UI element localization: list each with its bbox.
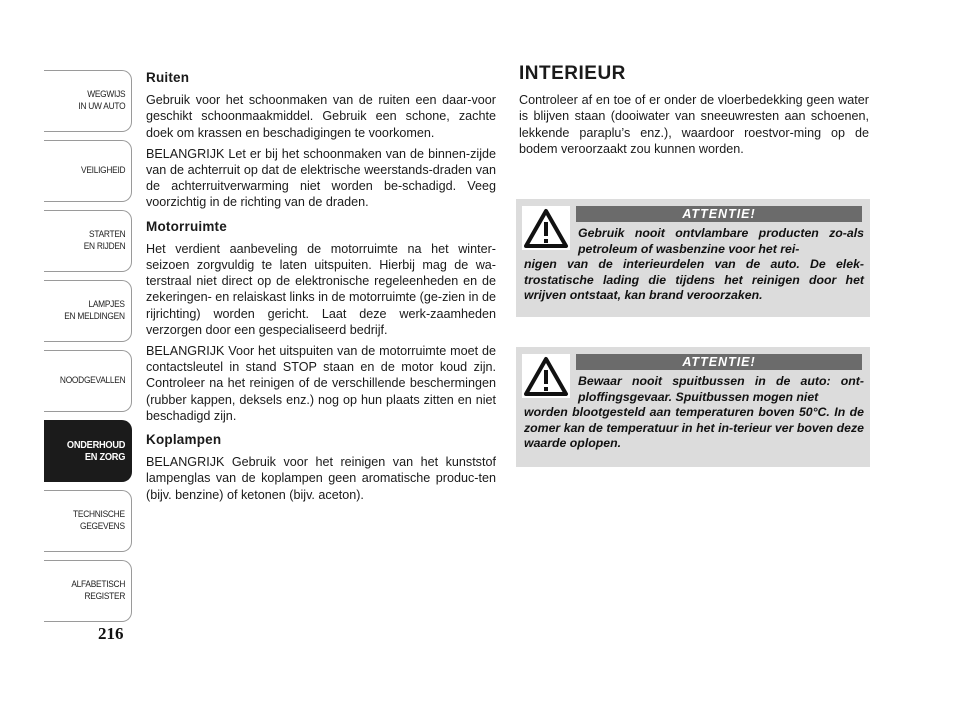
left-column <box>146 70 496 508</box>
ruiten-paragraph-2: BELANGRIJK Let er bij het schoonmaken van de binnen-zijde van de achterruit op dat de elektrische weerstands-draden van de achterruitverwarming niet worden be-schadigd. Veeg voorzichtig in de richting van de draden. <box>146 146 496 210</box>
motorruimte-paragraph-2: BELANGRIJK Voor het uitspuiten van de motorruimte moet de contactsleutel in stand STOP staan en de motor koud zijn. Controleer na het reinigen of de verschillende beschermingen (rubber kappen, deksels enz.) nog op hun plaats zitten en niet beschadigd zijn. <box>146 344 496 423</box>
motorruimte-heading: Motorruimte <box>146 218 227 234</box>
koplampen-paragraph: BELANGRIJK Gebruik voor het reinigen van het kunststof lampenglas van de koplampen geen aromatische produc-ten (bijv. benzine) of ketonen (bijv. aceton). <box>146 455 496 502</box>
tab-label: LAMPJES EN MELDINGEN <box>64 299 125 322</box>
motorruimte-paragraph-1: Het verdient aanbeveling de motorruimte na het winter-seizoen zorgvuldig te laten uitspuiten. Hierbij mag de wa-terstraal niet direct op de elektronische regeleenheden en de zekeringen- en relaiskast links in de motorruimte (ge-zien in de rijrichting) worden gericht. Laat deze werk-zaamheden verzorgen door een gespecialiseerd bedrijf. <box>146 241 496 337</box>
tab-technische[interactable] <box>44 490 132 552</box>
right-column <box>519 63 869 162</box>
tab-label: NOODGEVALLEN <box>59 375 125 386</box>
interieur-paragraph: Controleer af en toe of er onder de vloerbedekking geen water is blijven staan (dooiwater van sneeuwresten aan schoenen, lekkende paraplu’s enz.), waardoor roestvor-ming op de bodem veroorzaakt zou kunnen worden. <box>519 93 869 156</box>
ruiten-paragraph-1: Gebruik voor het schoonmaken van de ruiten een daar-voor geschikt schoonmaakmiddel. Gebruik een schone, zachte doek om krassen en beschadigingen te voorkomen. <box>146 93 496 140</box>
warning-label: ATTENTIE! <box>576 206 862 222</box>
warning-text-lead: Gebruik nooit ontvlambare producten zo-als petroleum of wasbenzine voor het rei- <box>578 226 864 256</box>
tab-label: WEGWIJS IN UW AUTO <box>78 89 125 112</box>
warning-box <box>516 347 870 467</box>
chapter-tabs <box>44 70 132 630</box>
warning-text-lead: Bewaar nooit spuitbussen in de auto: ont-ploffingsgevaar. Spuitbussen mogen niet <box>578 374 864 404</box>
warning-label: ATTENTIE! <box>576 354 862 370</box>
tab-noodgevallen[interactable] <box>44 350 132 412</box>
tab-label: ALFABETISCH REGISTER <box>71 579 125 602</box>
tab-label: TECHNISCHE GEGEVENS <box>73 509 125 532</box>
interieur-heading: INTERIEUR <box>519 63 626 84</box>
warning-text-rest: worden blootgesteld aan temperaturen boven 50°C. In de zomer kan de temperatuur in het in-terieur ver boven deze waarde oplopen. <box>524 405 864 451</box>
tab-wegwijs[interactable] <box>44 70 132 132</box>
tab-starten[interactable] <box>44 210 132 272</box>
warning-text <box>524 226 864 304</box>
ruiten-heading: Ruiten <box>146 70 190 85</box>
warning-text-rest: nigen van de interieurdelen van de auto. De elek-trostatische lading die tijdens het reinigen door het wrijven ontstaat, kan brand veroorzaken. <box>524 257 864 303</box>
page-number: 216 <box>98 624 124 643</box>
tab-lampjes[interactable] <box>44 280 132 342</box>
tab-veiligheid[interactable] <box>44 140 132 202</box>
warning-text <box>524 374 864 452</box>
koplampen-heading: Koplampen <box>146 432 222 448</box>
tab-alfabetisch[interactable] <box>44 560 132 622</box>
warning-box <box>516 199 870 317</box>
tab-label: ONDERHOUD EN ZORG <box>66 439 125 463</box>
tab-label: STARTEN EN RIJDEN <box>83 229 125 252</box>
tab-label: VEILIGHEID <box>80 165 125 176</box>
tab-onderhoud[interactable] <box>44 420 132 482</box>
